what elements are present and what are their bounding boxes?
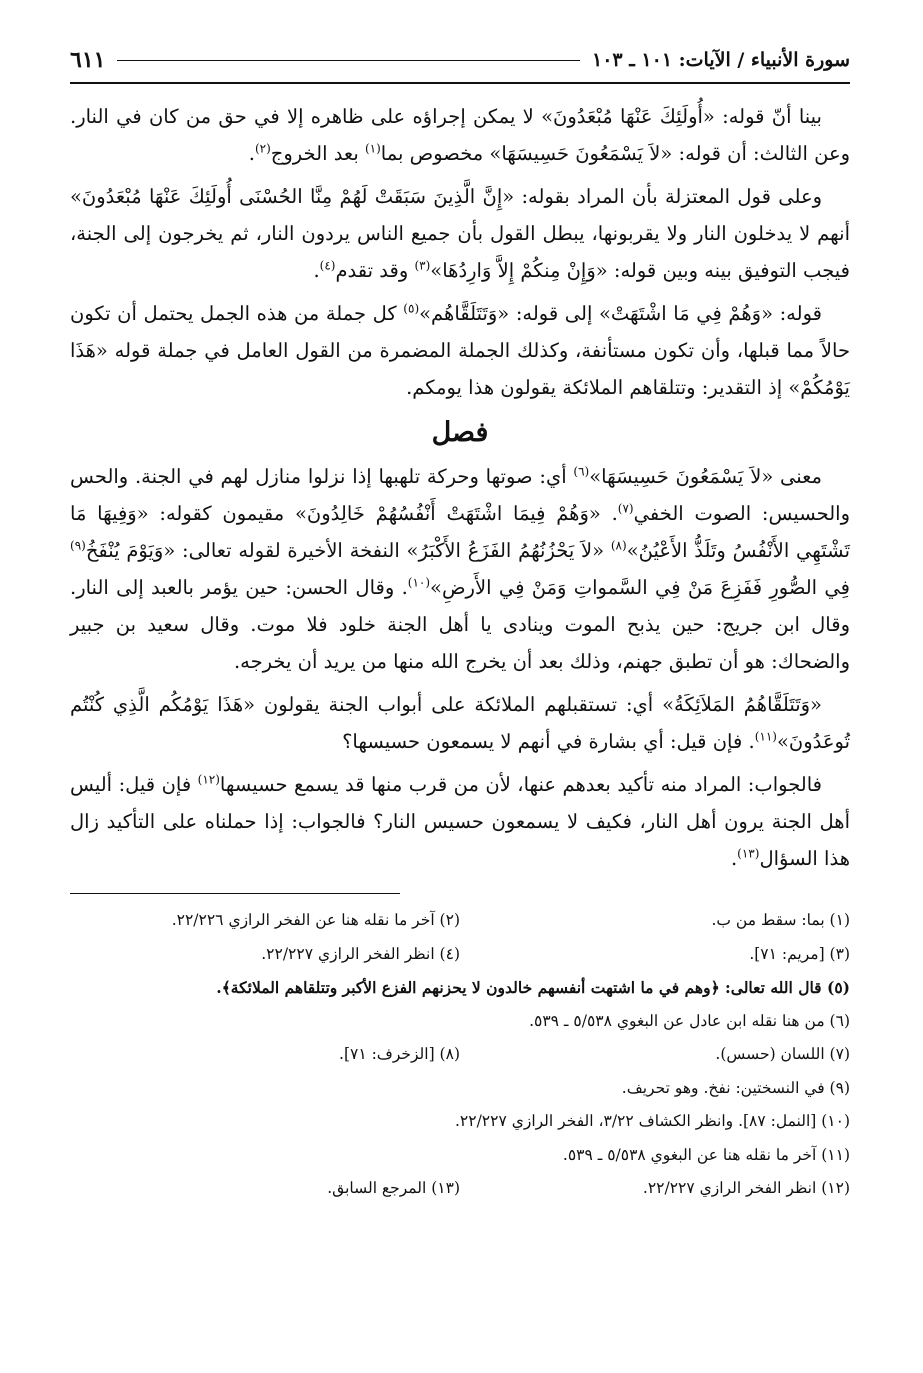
page-number: ٦١١ — [70, 47, 106, 73]
footnote-row — [70, 1105, 850, 1139]
footnote-1: (١) بما: سقط من ب. — [711, 911, 850, 929]
footnote-row — [70, 1072, 850, 1106]
surah-title: سورة الأنبياء / الآيات: ١٠١ ـ ١٠٣ — [592, 49, 850, 71]
paragraph-6: فالجواب: المراد منه تأكيد بعدهم عنها، لأن من قرب منها قد يسمع حسيسها$^{(١٢)}$ فإن قيل: أليس أهل الجنة يرون أهل النار، فكيف لا يسمعون حسيس النار؟ فالجواب: إذا حملناه على التأكيد زال هذا السؤال$^{(١٣)}$. — [70, 772, 850, 870]
footnote-ref-13: (١٣) — [737, 846, 760, 861]
footnote-5: (٥) قال الله تعالى: ﴿وهم في ما اشتهت أنفسهم خالدون لا يحزنهم الفزع الأكبر وتتلقاهم الملائكة﴾. — [216, 978, 850, 997]
footnote-row — [70, 971, 850, 1005]
paragraph-3: قوله: «وَهُمْ فِي مَا اشْتَهَتْ» إلى قوله: «وَتَتَلَقَّاهُم»$^{(٥)}$ كل جملة من هذه الجمل يحتمل أن تكون حالاً مما قبلها، وأن تكون مستأنفة، وكذلك الجملة المضمرة من القول العامل في جملة قوله «هَذَا يَوْمُكُمْ» إذ التقدير: وتتلقاهم الملائكة يقولون هذا يومكم. — [70, 301, 850, 399]
footnote-row — [70, 1005, 850, 1039]
footnote-2: (٢) آخر ما نقله هنا عن الفخر الرازي ٢٢/٢٢٦. — [171, 911, 460, 929]
footnote-row — [70, 1139, 850, 1173]
book-page — [70, 38, 850, 1206]
footnote-11: (١١) آخر ما نقله هنا عن البغوي ٥/٥٣٨ ـ ٥٣٩. — [562, 1145, 850, 1164]
footnote-ref-12: (١٢) — [197, 772, 220, 787]
footnote-row — [70, 1038, 850, 1072]
section-heading: فصل — [431, 417, 489, 448]
footnote-ref-7: (٧) — [617, 501, 634, 516]
header-rule — [117, 60, 580, 61]
footnote-ref-10: (١٠) — [407, 575, 431, 590]
footnote-4: (٤) انظر الفخر الرازي ٢٢/٢٢٧. — [261, 944, 460, 963]
footnote-separator — [70, 893, 400, 894]
footnote-ref-11: (١١) — [754, 729, 777, 744]
footnote-ref-3: (٣) — [414, 258, 431, 273]
footnote-ref-8: (٨) — [610, 538, 627, 553]
footnote-10: (١٠) [النمل: ٨٧]. وانظر الكشاف ٣/٢٢، الفخر الرازي ٢٢/٢٢٧. — [454, 1112, 850, 1130]
footnote-7: (٧) اللسان (حسس). — [715, 1045, 850, 1063]
footnote-row — [70, 938, 850, 972]
footnote-ref-1: (١) — [364, 141, 381, 156]
footnote-row — [70, 904, 850, 938]
footnote-ref-9: (٩) — [70, 538, 86, 553]
paragraph-1: بينا أنّ قوله: «أُولَئِكَ عَنْهَا مُبْعَدُونَ» لا يمكن إجراؤه على ظاهره إلا في حق من كان في النار. وعن الثالث: أن قوله: «لاَ يَسْمَعُونَ حَسِيسَهَا» مخصوص بما$^{(١)}$ بعد الخروج$^{(٢)}$. — [70, 105, 850, 165]
footnote-6: (٦) من هنا نقله ابن عادل عن البغوي ٥/٥٣٨ ـ ٥٣٩. — [529, 1011, 850, 1030]
footnotes — [70, 904, 850, 1206]
paragraph-5: «وَتَتَلَقَّاهُمُ المَلاَئِكَةُ» أي: تستقبلهم الملائكة على أبواب الجنة يقولون «هَذَا يَوْمُكُم الَّذِي كُنْتُم تُوعَدُونَ»$^{(١١)}$. فإن قيل: أي بشارة في أنهم لا يسمعون حسيسها؟ — [70, 693, 850, 753]
footnote-12: (١٢) انظر الفخر الرازي ٢٢/٢٢٧. — [642, 1179, 850, 1197]
footnote-3: (٣) [مريم: ٧١]. — [749, 944, 850, 963]
paragraph-2: وعلى قول المعتزلة بأن المراد بقوله: «إِنَّ الَّذِينَ سَبَقَتْ لَهُمْ مِنَّا الحُسْنَى أُولَئِكَ عَنْهَا مُبْعَدُونَ» أنهم لا يدخلون النار ولا يقربونها، يبطل القول بأن جميع الناس يردون النار، ثم يخرجون إلى الجنة، فيجب التوفيق بينه وبين قوله: «وَإِنْ مِنكُمْ إِلاَّ وَارِدُهَا»$^{(٣)}$ وقد تقدم$^{(٤)}$. — [70, 185, 850, 282]
running-header — [70, 38, 850, 84]
footnote-8: (٨) [الزخرف: ٧١]. — [339, 1045, 460, 1063]
footnote-row — [70, 1172, 850, 1206]
footnote-ref-5: (٥) — [403, 301, 420, 316]
body-text — [70, 98, 850, 877]
footnote-9: (٩) في النسختين: نفخ. وهو تحريف. — [621, 1078, 850, 1097]
paragraph-4: معنى «لاَ يَسْمَعُونَ حَسِيسَهَا»$^{(٦)}$ أي: صوتها وحركة تلهبها إذا نزلوا منازل لهم في الجنة. والحس والحسيس: الصوت الخفي$^{(٧)}$. «وَهُمْ فِيمَا اشْتَهَتْ أَنْفُسُهُمْ خَالِدُونَ» مقيمون كقوله: «وَفِيهَا مَا تَشْتَهِي الأَنْفُسُ وتَلَذُّ الأَعْيُنُ»$^{(٨)}$ «لاَ يَحْزُنُهُمُ الفَزَعُ الأَكْبَرُ» النفخة الأخيرة لقوله تعالى: «وَيَوْمَ يُنْفَخُ$^{(٩)}$ فِي الصُّورِ فَفَزِعَ مَنْ فِي السَّمواتِ وَمَنْ فِي الأَرضِ»$^{(١٠)}$. وقال الحسن: حين يؤمر بالعبد إلى النار. وقال ابن جريج: حين يذبح الموت وينادى يا أهل الجنة خلود فلا موت. وقال سعيد بن جبير والضحاك: هو أن تطبق جهنم، وذلك بعد أن يخرج الله منها من يريد أن يخرجه. — [70, 464, 850, 673]
footnote-ref-4: (٤) — [319, 258, 336, 273]
footnote-ref-6: (٦) — [573, 464, 590, 479]
footnote-13: (١٣) المرجع السابق. — [327, 1179, 460, 1197]
footnote-ref-2: (٢) — [254, 141, 271, 156]
